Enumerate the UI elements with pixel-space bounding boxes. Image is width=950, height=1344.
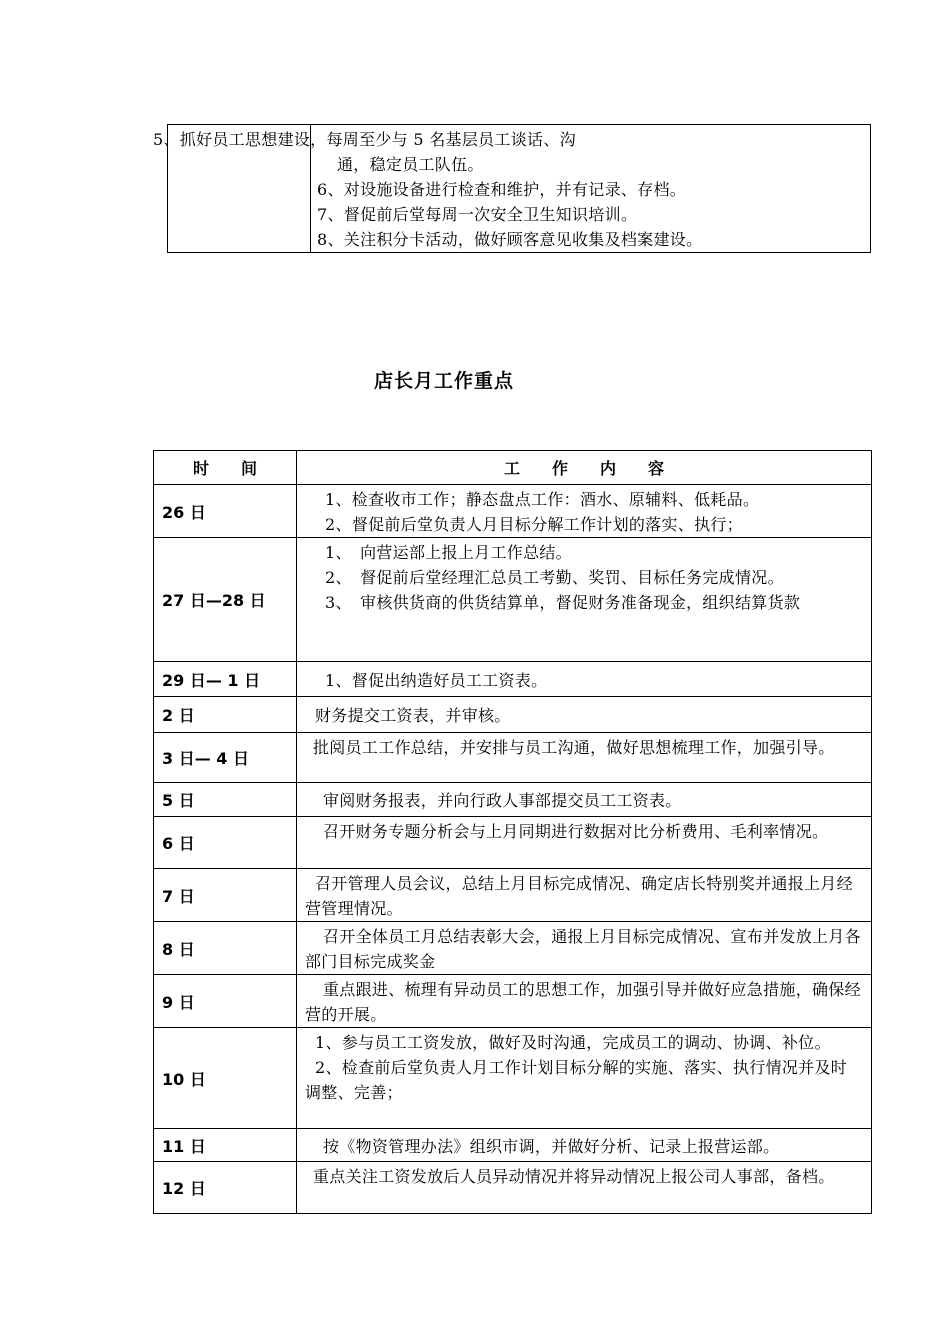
content-line: 召开财务专题分析会与上月同期进行数据对比分析费用、毛利率情况。: [323, 822, 829, 841]
content-line: 1、 向营运部上报上月工作总结。: [325, 543, 572, 562]
row-content: [297, 817, 872, 869]
table-row: [154, 733, 872, 783]
table-row: [154, 817, 872, 869]
content-line: 财务提交工资表，并审核。: [315, 706, 511, 725]
page-title: 店长月工作重点: [374, 370, 515, 392]
row-content: [297, 662, 872, 697]
content-line: 1、参与员工工资发放，做好及时沟通，完成员工的调动、协调、补位。: [315, 1033, 831, 1052]
table-row: [154, 1162, 872, 1214]
task-line: 8、关注积分卡活动，做好顾客意见收集及档案建设。: [317, 230, 703, 249]
schedule-table: [153, 450, 872, 1214]
row-content: [297, 1028, 872, 1129]
row-date: 26 日: [154, 485, 297, 538]
content-line: 召开管理人员会议，总结上月目标完成情况、确定店长特别奖并通报上月经营管理情况。: [305, 874, 853, 918]
row-content: [297, 485, 872, 538]
continuation-content-cell: [153, 125, 871, 253]
row-content: [297, 975, 872, 1028]
table-row: [154, 538, 872, 662]
row-date: 6 日: [154, 817, 297, 869]
table-row: [154, 975, 872, 1028]
task-line: 5、抓好员工思想建设，每周至少与 5 名基层员工谈话、沟: [153, 130, 576, 149]
row-date: 11 日: [154, 1129, 297, 1162]
row-content: [297, 1162, 872, 1214]
table-row: [154, 869, 872, 922]
row-date: 8 日: [154, 922, 297, 975]
continuation-table: [153, 124, 871, 253]
row-content: [297, 783, 872, 817]
task-line: 6、对设施设备进行检查和维护，并有记录、存档。: [317, 180, 687, 199]
content-line: 按《物资管理办法》组织市调，并做好分析、记录上报营运部。: [323, 1136, 780, 1156]
row-date: 7 日: [154, 869, 297, 922]
content-line: 1、督促出纳造好员工工资表。: [325, 670, 548, 690]
row-content: [297, 697, 872, 733]
task-line: 通，稳定员工队伍。: [337, 155, 484, 174]
row-date: 27 日—28 日: [154, 538, 297, 662]
row-date: 29 日— 1 日: [154, 662, 297, 697]
table-row: [154, 662, 872, 697]
content-line: 3、 审核供货商的供货结算单，督促财务准备现金，组织结算货款: [325, 593, 801, 612]
row-content: [297, 733, 872, 783]
row-content: [297, 1129, 872, 1162]
row-content: [297, 538, 872, 662]
table-row: [154, 485, 872, 538]
table-row: [154, 1028, 872, 1129]
task-line: 7、督促前后堂每周一次安全卫生知识培训。: [317, 205, 638, 224]
row-content: [297, 922, 872, 975]
table-row: [154, 783, 872, 817]
content-line: 重点跟进、梳理有异动员工的思想工作，加强引导并做好应急措施，确保经营的开展。: [305, 980, 861, 1024]
content-line: 审阅财务报表，并向行政人事部提交员工工资表。: [323, 791, 682, 810]
content-line: 批阅员工工作总结，并安排与员工沟通，做好思想梳理工作，加强引导。: [313, 738, 835, 757]
table-row: [154, 697, 872, 733]
header-content: 工 作 内 容: [297, 451, 872, 485]
row-date: 2 日: [154, 697, 297, 733]
content-line: 2、督促前后堂负责人月目标分解工作计划的落实、执行；: [325, 515, 743, 534]
content-line: 召开全体员工月总结表彰大会，通报上月目标完成情况、宣布并发放上月各部门目标完成奖金: [305, 927, 861, 971]
content-line: 重点关注工资发放后人员异动情况并将异动情况上报公司人事部，备档。: [313, 1167, 835, 1186]
row-date: 10 日: [154, 1028, 297, 1129]
header-time: 时 间: [154, 451, 297, 485]
content-line: 1、检查收市工作；静态盘点工作：酒水、原辅料、低耗品。: [325, 490, 760, 509]
row-date: 9 日: [154, 975, 297, 1028]
table-row: [154, 922, 872, 975]
row-date: 3 日— 4 日: [154, 733, 297, 783]
row-date: 5 日: [154, 783, 297, 817]
content-line: 2、 督促前后堂经理汇总员工考勤、奖罚、目标任务完成情况。: [325, 568, 784, 587]
row-content: [297, 869, 872, 922]
header-row: [154, 451, 872, 485]
row-date: 12 日: [154, 1162, 297, 1214]
table-row: [154, 1129, 872, 1162]
content-line: 2、检查前后堂负责人月工作计划目标分解的实施、落实、执行情况并及时调整、完善；: [305, 1058, 848, 1102]
